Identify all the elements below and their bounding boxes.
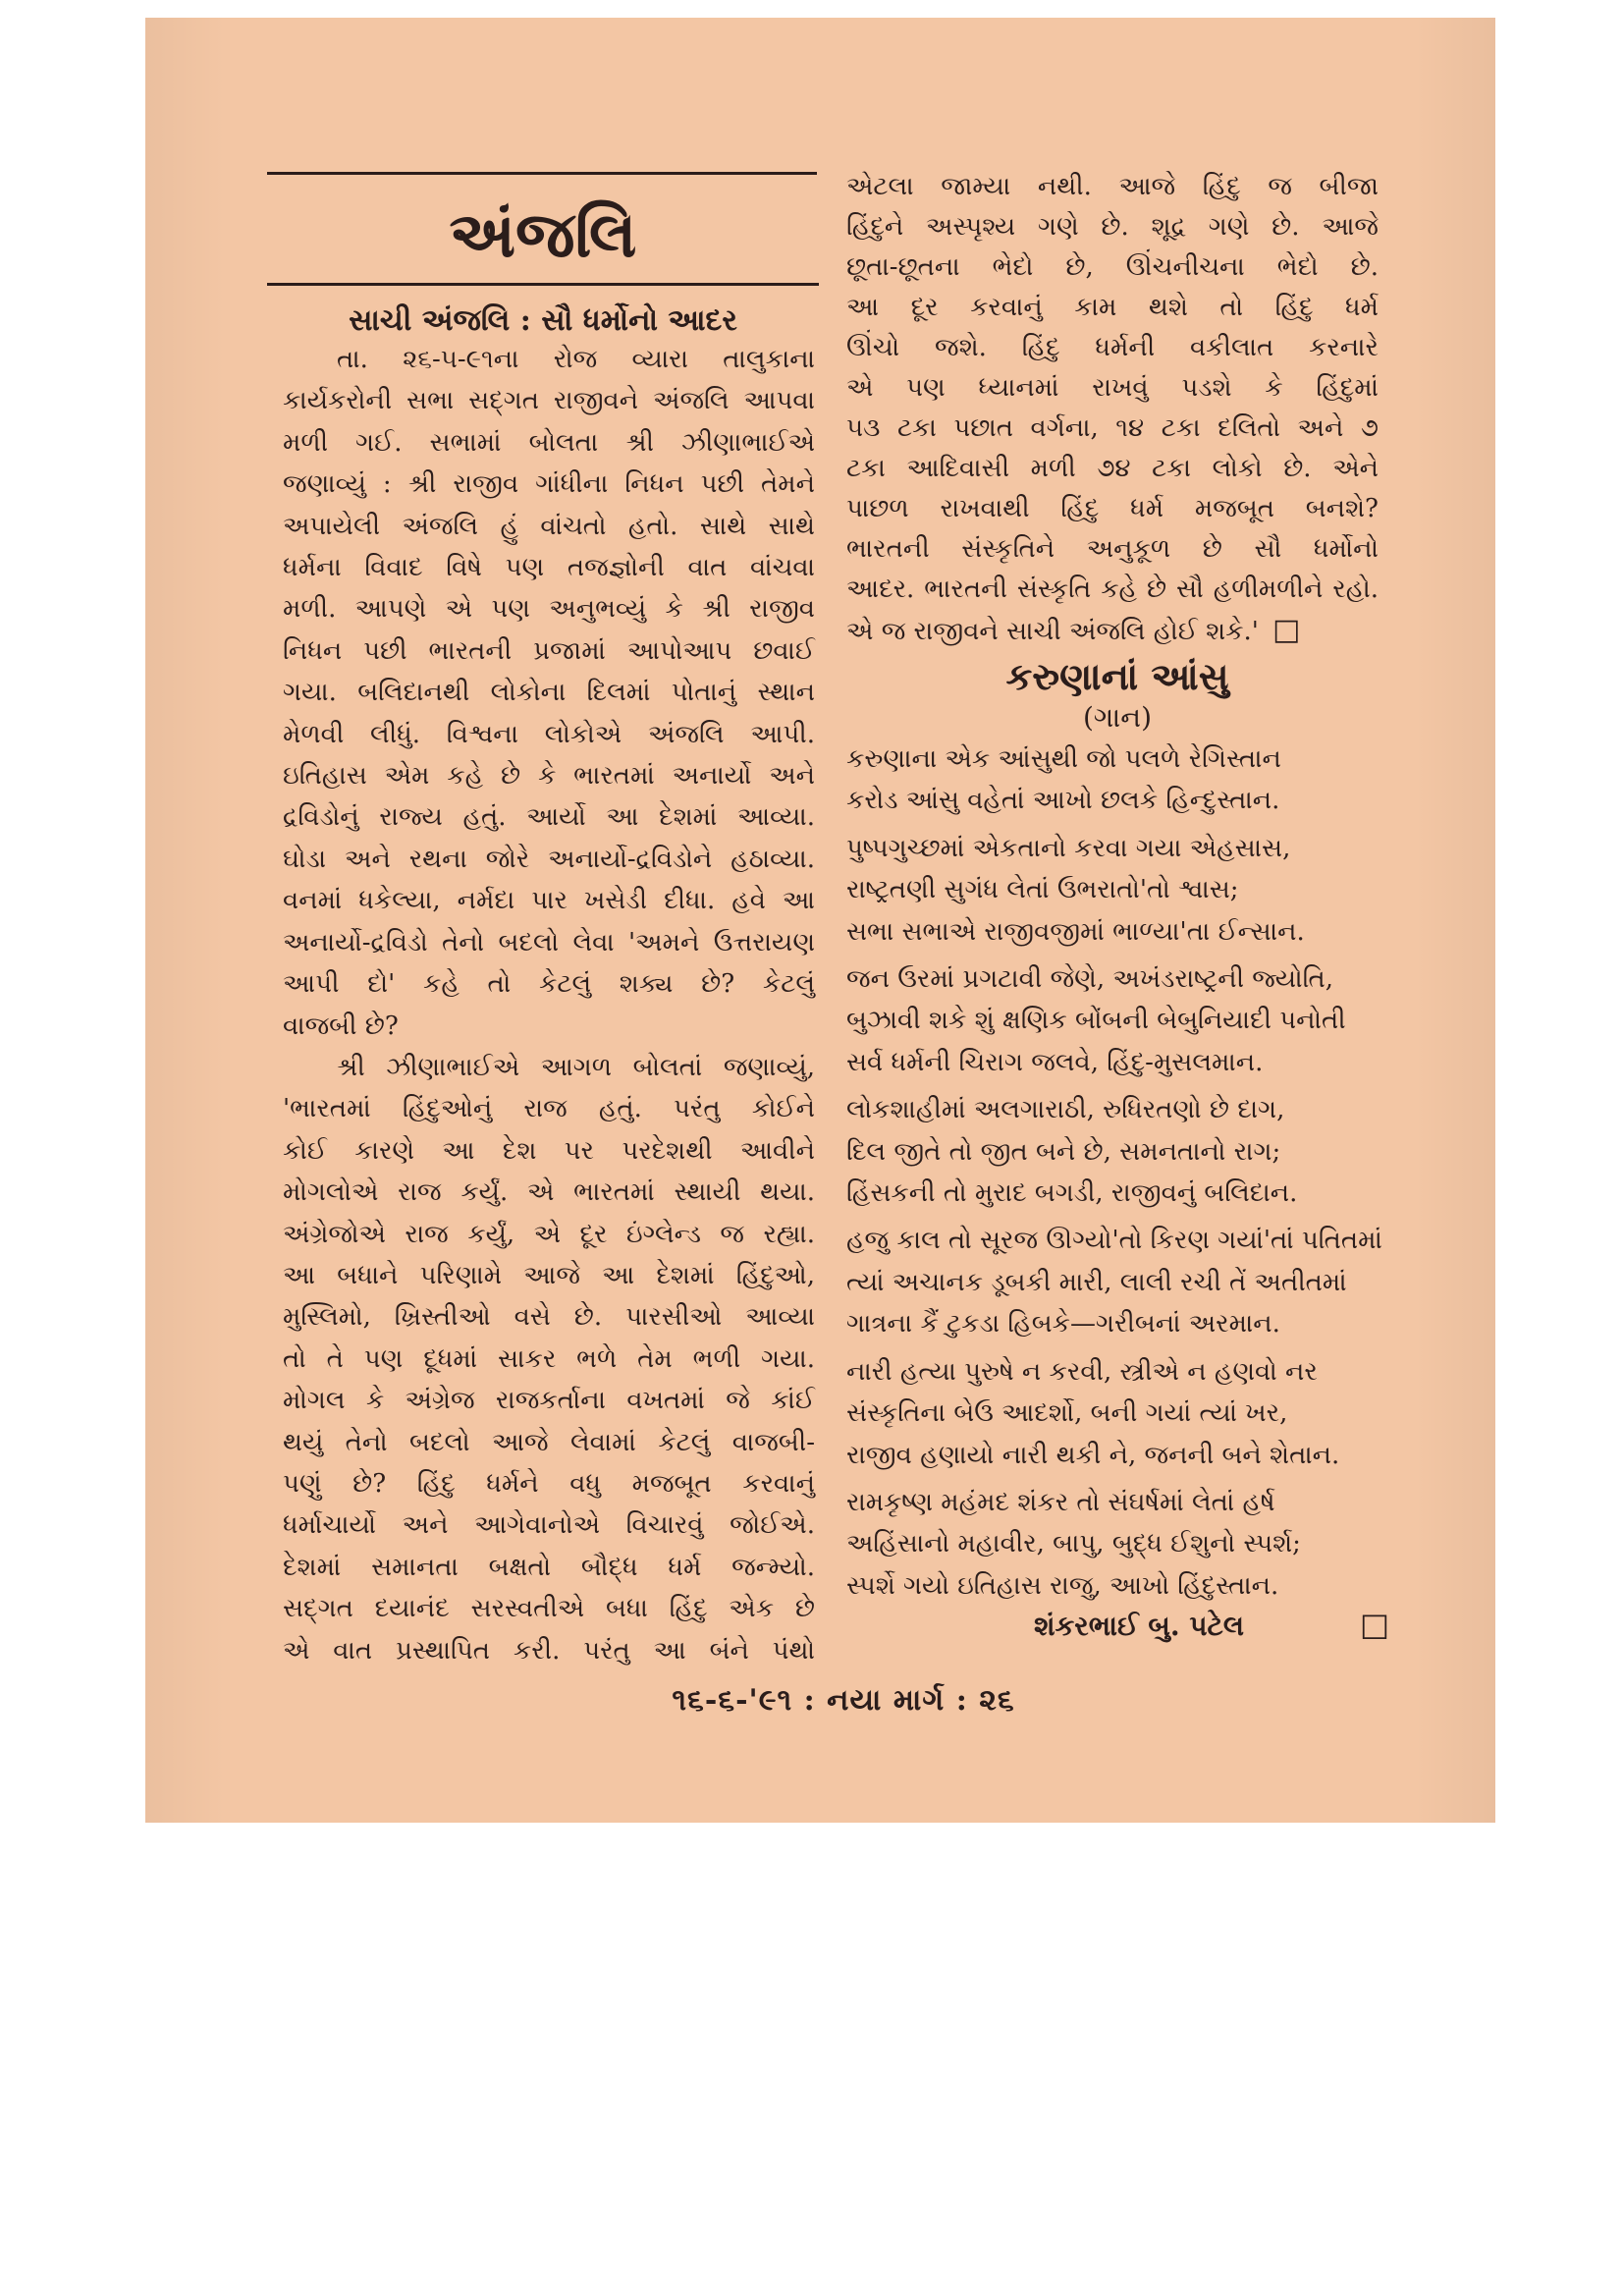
article-line: તા. ૨૬-૫-૯૧ના રોજ વ્યારા તાલુકાના — [337, 345, 815, 374]
divider — [267, 283, 819, 286]
poem-line: લોકશાહીમાં અલગારાઠી, રુધિરતણો છે દાગ, — [846, 1095, 1285, 1125]
end-mark-icon: □ — [1271, 613, 1301, 647]
poem-stanza — [846, 1089, 1388, 1214]
poem-line: હજુ કાલ તો સૂરજ ઊગ્યો'તો કિરણ ગયાં'તાં પતિતમાં — [846, 1226, 1382, 1256]
poem-stanza — [846, 738, 1388, 822]
article-line: વનમાં ધકેલ્યા, નર્મદા પાર ખસેડી દીધા. હવે આ — [283, 886, 815, 916]
article-line: મળી ગઈ. સભામાં બોલતા શ્રી ઝીણાભાઈએ — [283, 427, 815, 458]
article-line: જણાવ્યું : શ્રી રાજીવ ગાંધીના નિધન પછી તેમને — [283, 469, 815, 500]
poem-stanza — [846, 828, 1388, 953]
article-line: મળી. આપણે એ પણ અનુભવ્યું કે શ્રી રાજીવ — [283, 594, 815, 625]
article-line: અંગ્રેજોએ રાજ કર્યું, એ દૂર ઇંગ્લેન્ડ જ રહ્યા. — [283, 1219, 815, 1249]
article-line: હિંદુને અસ્પૃશ્ય ગણે છે. શૂદ્ર ગણે છે. આજે — [846, 212, 1379, 242]
poem-line: ત્યાં અચાનક ડૂબકી મારી, લાલી રચી તેં અતીતમાં — [846, 1267, 1347, 1297]
poem-line: સ્પર્શે ગયો ઇતિહાસ રાજુ, આખો હિંદુસ્તાન. — [846, 1570, 1279, 1601]
poem-line: હિંસકની તો મુરાદ બગડી, રાજીવનું બલિદાન. — [846, 1178, 1298, 1209]
poem-line: કરુણાના એક આંસુથી જો પલળે રેગિસ્તાન — [846, 744, 1281, 774]
article-line: ટકા આદિવાસી મળી ૭૪ ટકા લોકો છે. એને — [846, 454, 1379, 483]
article-line: સદ્ગત દયાનંદ સરસ્વતીએ બધા હિંદુ એક છે — [283, 1594, 815, 1624]
article-line: એ જ રાજીવને સાચી અંજલિ હોઈ શકે.' — [846, 617, 1259, 646]
poem-line: અહિંસાનો મહાવીર, બાપુ, બુદ્ધ ઈશુનો સ્પર્શ; — [846, 1529, 1301, 1559]
poem-line: સર્વ ધર્મની ચિરાગ જલવે, હિંદુ-મુસલમાન. — [846, 1047, 1264, 1077]
article-line: મેળવી લીધું. વિશ્વના લોકોએ અંજલિ આપી. — [283, 719, 815, 749]
poem-stanza — [846, 958, 1388, 1083]
poem-line: રાષ્ટ્રતણી સુગંધ લેતાં ઉભરાતો'તો શ્વાસ; — [846, 875, 1239, 905]
article-line: કાર્યકરોની સભા સદ્ગત રાજીવને અંજલિ આપવા — [283, 386, 815, 416]
article-line: આ બધાને પરિણામે આજે આ દેશમાં હિંદુઓ, — [283, 1260, 815, 1290]
article-line: આદર. ભારતની સંસ્કૃતિ કહે છે સૌ હળીમળીને રહો. — [846, 574, 1379, 604]
poem-line: પુષ્પગુચ્છમાં એકતાનો કરવા ગયા એહસાસ, — [846, 833, 1291, 863]
article-line: ઊંચો જશે. હિંદુ ધર્મની વકીલાત કરનારે — [846, 333, 1379, 362]
article-line: કોઈ કારણે આ દેશ પર પરદેશથી આવીને — [283, 1135, 815, 1166]
article-line: એ પણ ધ્યાનમાં રાખવું પડશે કે હિંદુમાં — [846, 373, 1379, 403]
article-line: ધર્માચાર્યો અને આગેવાનોએ વિચારવું જોઈએ. — [283, 1510, 815, 1541]
poem-author: શંકરભાઈ બુ. પટેલ — [1033, 1610, 1245, 1642]
article-line: આ દૂર કરવાનું કામ થશે તો હિંદુ ધર્મ — [846, 293, 1379, 322]
article-line: છૂતા-છૂતના ભેદો છે, ઊંચનીચના ભેદો છે. — [846, 252, 1379, 282]
article-column-right — [846, 167, 1379, 652]
poem-line: બુઝાવી શકે શું ક્ષણિક બોંબની બેબુનિયાદી પનોતી — [846, 1006, 1346, 1036]
article-line: ગયા. બલિદાનથી લોકોના દિલમાં પોતાનું સ્થાન — [283, 678, 815, 708]
article-line: મોગલ કે અંગ્રેજ રાજકર્તાના વખતમાં જે કાંઈ — [283, 1386, 815, 1416]
article-line: ધર્મના વિવાદ વિષે પણ તજજ્ઞોની વાત વાંચવા — [283, 553, 815, 583]
article-line: મોગલોએ રાજ કર્યું. એ ભારતમાં સ્થાયી થયા. — [283, 1177, 815, 1208]
article-line: તો તે પણ દૂધમાં સાકર ભળે તેમ ભળી ગયા. — [283, 1343, 815, 1374]
poem-line: સભા સભાએ રાજીવજીમાં ભાળ્યા'તા ઈન્સાન. — [846, 916, 1305, 947]
article-line: શ્રી ઝીણાભાઈએ આગળ બોલતાં જણાવ્યું, — [337, 1052, 815, 1082]
article-line: પાછળ રાખવાથી હિંદુ ધર્મ મજબૂત બનશે? — [846, 494, 1379, 523]
article-line: ૫૩ ટકા પછાત વર્ગના, ૧૪ ટકા દલિતો અને ૭ — [846, 413, 1379, 443]
article-line: દ્રવિડોનું રાજ્ય હતું. આર્યો આ દેશમાં આવ્યા. — [283, 802, 815, 833]
poem-body — [846, 738, 1388, 1607]
article-line: એટલા જામ્યા નથી. આજે હિંદુ જ બીજા — [846, 172, 1379, 201]
article-line: થયું તેનો બદલો આજે લેવામાં કેટલું વાજબી- — [283, 1427, 815, 1457]
article-line: એ વાત પ્રસ્થાપિત કરી. પરંતુ આ બંને પંથો — [283, 1635, 815, 1666]
article-line: આપી દો' કહે તો કેટલું શક્ય છે? કેટલું — [283, 969, 815, 1000]
poem-line: કરોડ આંસુ વહેતાં આખો છલકે હિન્દુસ્તાન. — [846, 786, 1280, 816]
article-line: અપાયેલી અંજલિ હું વાંચતો હતો. સાથે સાથે — [283, 511, 815, 541]
article-line: નિધન પછી ભારતની પ્રજામાં આપોઆપ છવાઈ — [283, 635, 815, 666]
article-line: પણું છે? હિંદુ ધર્મને વધુ મજબૂત કરવાનું — [283, 1468, 815, 1499]
poem-title: કરુણાનાં આંસુ — [1005, 654, 1229, 698]
article-line: મુસ્લિમો, ખ્રિસ્તીઓ વસે છે. પારસીઓ આવ્યા — [283, 1302, 815, 1333]
poem-subtitle: (ગાન) — [1082, 701, 1152, 734]
article-line: ભારતની સંસ્કૃતિને અનુકૂળ છે સૌ ધર્મોનો — [846, 534, 1379, 564]
article-line: અનાર્યો-દ્રવિડો તેનો બદલો લેવા 'અમને ઉત્તરાયણ — [283, 927, 815, 957]
poem-line: રાજીવ હણાયો નારી થકી ને, જનની બને શેતાન. — [846, 1440, 1340, 1470]
article-line: વાજબી છે? — [283, 1011, 399, 1041]
article-subtitle: સાચી અંજલિ : સૌ ધર્મોનો આદર — [349, 303, 737, 338]
poem-line: રામકૃષ્ણ મહંમદ શંકર તો સંઘર્ષમાં લેતાં હર્ષ — [846, 1487, 1275, 1517]
poem-line: દિલ જીતે તો જીત બને છે, સમનતાનો રાગ; — [846, 1136, 1281, 1167]
article-line: ઇતિહાસ એમ કહે છે કે ભારતમાં અનાર્યો અને — [283, 761, 815, 792]
article-last-line — [846, 610, 1379, 652]
article-column-left — [283, 339, 815, 1671]
article-line: દેશમાં સમાનતા બક્ષતો બૌદ્ધ ધર્મ જન્મ્યો. — [283, 1552, 815, 1582]
poem-line: નારી હત્યા પુરુષે ન કરવી, સ્ત્રીએ ન હણવો નર — [846, 1356, 1318, 1387]
article-title: અંજલિ — [449, 198, 637, 272]
article-line: ઘોડા અને રથના જોરે અનાર્યો-દ્રવિડોને હઠાવ્યા. — [283, 844, 815, 874]
poem-stanza — [846, 1482, 1388, 1607]
divider — [267, 172, 817, 175]
poem-stanza — [846, 1351, 1388, 1476]
poem-stanza — [846, 1220, 1388, 1344]
poem-line: સંસ્કૃતિના બેઉ આદર્શો, બની ગયાં ત્યાં ખર, — [846, 1398, 1288, 1429]
article-line: 'ભારતમાં હિંદુઓનું રાજ હતું. પરંતુ કોઈને — [283, 1094, 815, 1124]
poem-line: જન ઉરમાં પ્રગટાવી જેણે, અખંડરાષ્ટ્રની જ્યોતિ, — [846, 964, 1333, 995]
page-footer: ૧૬-૬-'૯૧ : નયા માર્ગ : ૨૬ — [672, 1683, 1015, 1718]
poem-line: ગાત્રના કૈં ટુકડા હિબકે—ગરીબનાં અરમાન. — [846, 1309, 1280, 1339]
end-mark-icon: □ — [1359, 1606, 1390, 1643]
